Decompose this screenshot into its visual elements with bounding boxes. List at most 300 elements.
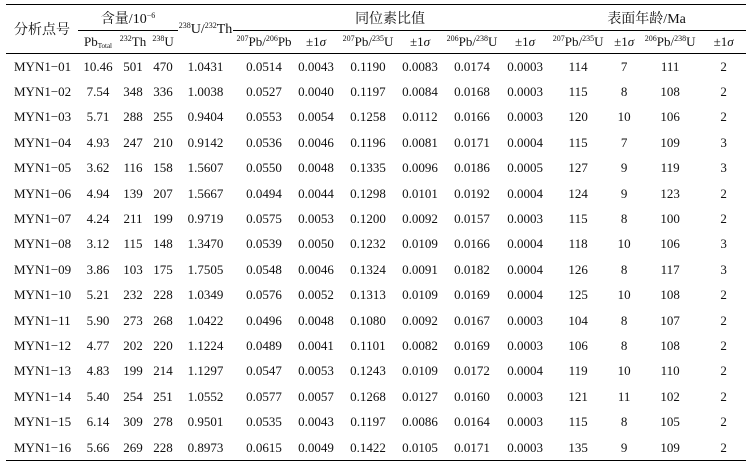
header-pb-total: [78, 31, 118, 54]
data-cell: 0.0494: [246, 185, 282, 201]
th232-sup: 232: [119, 34, 132, 43]
data-cell: 9: [609, 435, 639, 461]
u-th-sup2: 232: [204, 20, 217, 30]
data-cell: 3: [720, 236, 727, 252]
data-cell: 0.1197: [350, 414, 386, 430]
data-cell: 8: [620, 84, 628, 100]
sample-id-cell: MYN1−10: [14, 287, 72, 303]
data-cell: 0.0169: [454, 337, 490, 353]
r1-sup1: 207: [236, 34, 249, 43]
data-cell: 109: [639, 435, 701, 461]
data-cell: 9: [620, 160, 628, 176]
sample-id-cell: MYN1−03: [14, 109, 72, 125]
data-cell: 2: [720, 185, 727, 201]
data-cell: 10: [617, 109, 631, 125]
data-cell: 4.83: [86, 363, 110, 379]
data-cell: 0.0052: [298, 287, 334, 303]
data-cell: 0.0182: [454, 261, 490, 277]
r2-sup2: 235: [372, 34, 384, 43]
data-cell: 0.0004: [507, 134, 543, 150]
r1-mid: Pb/: [248, 34, 266, 49]
data-cell: 0.0005: [507, 160, 543, 176]
data-cell: 211: [123, 211, 143, 227]
sample-id-cell: MYN1−06: [14, 185, 72, 201]
data-cell: 0.1313: [350, 287, 386, 303]
table-row: [6, 257, 746, 282]
data-cell: 0.0514: [246, 58, 282, 74]
data-cell: 103: [123, 261, 143, 277]
data-cell: 5.21: [86, 287, 110, 303]
data-cell: 199: [123, 363, 143, 379]
data-cell: 0.0105: [399, 435, 441, 461]
header-u-th-ratio: [178, 5, 233, 54]
sample-id-cell: MYN1−02: [14, 84, 72, 100]
table-row: [6, 409, 746, 434]
data-cell: 0.0548: [246, 261, 282, 277]
header-row-columns: [6, 31, 746, 54]
r3-end: U: [488, 34, 498, 49]
data-cell: 0.0160: [454, 388, 490, 404]
data-cell: 228: [148, 435, 178, 461]
data-cell: 115: [568, 211, 588, 227]
data-cell: 102: [660, 388, 680, 404]
data-cell: 0.0109: [402, 236, 438, 252]
data-cell: 0.0171: [441, 435, 503, 461]
data-cell: 0.9142: [187, 134, 224, 150]
data-cell: 0.0004: [507, 185, 543, 201]
pm-5: ±1: [713, 34, 728, 49]
data-cell: 0.1232: [350, 236, 386, 252]
data-cell: 0.0083: [402, 58, 438, 74]
data-cell: 0.0547: [246, 363, 282, 379]
data-cell: 0.0041: [298, 337, 334, 353]
data-cell: 0.0096: [402, 160, 438, 176]
data-cell: 0.0086: [402, 414, 438, 430]
header-row-groups: [6, 5, 746, 31]
a1-end: U: [594, 34, 604, 49]
data-cell: 135: [547, 435, 609, 461]
data-cell: 0.1243: [350, 363, 386, 379]
data-cell: 0.0169: [454, 287, 490, 303]
data-cell: 0.0043: [298, 58, 334, 74]
data-cell: 119: [660, 160, 680, 176]
data-cell: 105: [660, 414, 680, 430]
data-cell: 0.0112: [402, 109, 438, 125]
data-cell: 123: [660, 185, 680, 201]
table-row: [6, 384, 746, 409]
data-cell: 1.0431: [187, 58, 224, 74]
data-cell: 2: [720, 287, 727, 303]
data-cell: 108: [660, 337, 680, 353]
data-cell: 2: [720, 211, 727, 227]
data-cell: 10: [617, 236, 631, 252]
data-cell: 0.1197: [350, 84, 386, 100]
data-cell: 0.0049: [295, 435, 337, 461]
sigma-2: σ: [423, 34, 431, 49]
data-cell: 0.1268: [350, 388, 386, 404]
data-cell: 0.0553: [246, 109, 282, 125]
data-cell: 232: [123, 287, 143, 303]
data-cell: 108: [660, 84, 680, 100]
data-cell: 0.0054: [298, 109, 334, 125]
data-cell: 3: [720, 160, 727, 176]
data-cell: 0.0174: [454, 58, 490, 74]
data-cell: 0.0003: [507, 414, 543, 430]
data-cell: 6.14: [86, 414, 110, 430]
header-err-3: [503, 31, 547, 54]
data-cell: 0.1196: [350, 134, 386, 150]
r1-end: Pb: [277, 34, 292, 49]
sample-id-cell: MYN1−04: [14, 134, 72, 150]
data-cell: 254: [123, 388, 143, 404]
table-row: [6, 333, 746, 358]
data-cell: 3: [720, 134, 727, 150]
data-cell: 0.0053: [298, 211, 334, 227]
data-cell: 5.90: [86, 312, 110, 328]
data-cell: 0.0496: [246, 312, 282, 328]
data-cell: 0.0166: [454, 236, 490, 252]
data-cell: 0.9404: [187, 109, 224, 125]
sigma-1: σ: [319, 34, 327, 49]
sample-id-cell: MYN1−12: [14, 337, 72, 353]
header-pb206-u238: [441, 31, 503, 54]
data-cell: 4.94: [86, 185, 110, 201]
data-cell: 0.0109: [402, 287, 438, 303]
pm-1: ±1: [306, 34, 320, 49]
data-cell: 470: [153, 58, 173, 74]
data-cell: 2: [720, 388, 727, 404]
table-row: [6, 130, 746, 155]
data-cell: 2: [720, 109, 727, 125]
header-err-1: [295, 31, 337, 54]
r3-sup1: 206: [446, 34, 459, 43]
data-cell: 202: [123, 337, 143, 353]
data-cell: 119: [568, 363, 588, 379]
data-cell: 0.0004: [507, 363, 543, 379]
data-cell: 117: [660, 261, 680, 277]
data-cell: 501: [123, 58, 143, 74]
data-cell: 0.0157: [454, 211, 490, 227]
data-cell: 115: [123, 236, 143, 252]
data-cell: 104: [568, 312, 588, 328]
data-cell: 210: [153, 134, 173, 150]
data-cell: 106: [660, 109, 680, 125]
data-cell: 0.0053: [298, 363, 334, 379]
data-cell: 309: [123, 414, 143, 430]
data-cell: 0.0101: [402, 185, 438, 201]
pm-3: ±1: [515, 34, 529, 49]
header-age-group: [547, 5, 746, 31]
data-cell: 269: [118, 435, 148, 461]
data-cell: 0.0527: [246, 84, 282, 100]
sample-id-cell: MYN1−11: [14, 312, 71, 328]
header-age-err-1: [609, 31, 639, 54]
header-age-pb207-u235: [547, 31, 609, 54]
data-cell: 2: [720, 363, 727, 379]
data-cell: 114: [568, 58, 588, 74]
data-cell: 0.1101: [350, 337, 386, 353]
data-cell: 0.0575: [246, 211, 282, 227]
data-cell: 106: [660, 236, 680, 252]
data-cell: 0.1200: [350, 211, 386, 227]
data-cell: 2: [720, 414, 727, 430]
r1-sup2: 206: [265, 34, 278, 43]
data-cell: 0.0003: [507, 84, 543, 100]
data-cell: 8: [620, 261, 628, 277]
data-cell: 115: [568, 414, 588, 430]
data-cell: 4.93: [86, 134, 110, 150]
header-u238: [148, 31, 178, 54]
data-cell: 2: [720, 337, 727, 353]
data-cell: 7: [620, 134, 628, 150]
data-cell: 0.0048: [298, 160, 334, 176]
data-cell: 0.0127: [402, 388, 438, 404]
data-cell: 0.0109: [402, 363, 438, 379]
r2-sup1: 207: [342, 34, 355, 43]
data-cell: 1.1224: [187, 337, 224, 353]
a2-mid: Pb/: [656, 34, 675, 49]
data-cell: 158: [153, 160, 173, 176]
data-cell: 251: [153, 388, 173, 404]
data-cell: 3: [720, 261, 727, 277]
data-cell: 336: [153, 84, 173, 100]
data-cell: 0.0084: [402, 84, 438, 100]
header-pb207-u235: [337, 31, 399, 54]
data-cell: 0.0046: [298, 134, 334, 150]
pb-total-label: Pb: [83, 34, 98, 49]
data-cell: 0.0003: [507, 109, 543, 125]
data-cell: 1.0349: [187, 287, 224, 303]
data-cell: 5.71: [86, 109, 110, 125]
r3-sup2: 238: [476, 34, 488, 43]
data-cell: 0.0004: [507, 287, 543, 303]
u-th-mid: U/: [190, 21, 205, 37]
data-cell: 0.0535: [246, 414, 282, 430]
data-cell: 1.0038: [187, 84, 224, 100]
sample-id-cell: MYN1−08: [14, 236, 72, 252]
data-cell: 207: [153, 185, 173, 201]
data-cell: 273: [123, 312, 143, 328]
sample-id-cell: MYN1−15: [14, 414, 72, 430]
data-cell: 0.1335: [350, 160, 386, 176]
data-cell: 7: [620, 58, 628, 74]
sigma-4: σ: [627, 34, 635, 49]
data-cell: 0.0040: [298, 84, 334, 100]
data-cell: 0.0550: [246, 160, 282, 176]
header-pb207-pb206: [233, 31, 295, 54]
data-cell: 115: [568, 134, 588, 150]
data-cell: 0.0615: [233, 435, 295, 461]
data-cell: 0.0003: [507, 337, 543, 353]
data-cell: 0.0004: [507, 236, 543, 252]
table-row: [6, 308, 746, 333]
u238-label: U: [164, 34, 174, 49]
data-cell: 116: [123, 160, 143, 176]
data-cell: 0.9501: [187, 414, 224, 430]
data-cell: 0.0003: [507, 58, 543, 74]
data-cell: 228: [153, 287, 173, 303]
pm-4: ±1: [614, 34, 628, 49]
data-cell: 1.0422: [187, 312, 224, 328]
data-cell: 0.0044: [298, 185, 334, 201]
header-content-label: 含量/10: [100, 11, 147, 27]
a1-sup1: 207: [552, 34, 565, 43]
data-cell: 121: [568, 388, 588, 404]
sample-id-cell: MYN1−16: [6, 435, 78, 461]
table-row: [6, 105, 746, 130]
data-cell: 100: [660, 211, 680, 227]
data-cell: 247: [123, 134, 143, 150]
u-th-end: Th: [216, 21, 233, 37]
data-cell: 0.0576: [246, 287, 282, 303]
data-cell: 0.0186: [454, 160, 490, 176]
data-cell: 1.0552: [187, 388, 224, 404]
data-cell: 126: [568, 261, 588, 277]
a2-end: U: [686, 34, 696, 49]
data-cell: 107: [660, 312, 680, 328]
data-cell: 0.1298: [350, 185, 386, 201]
header-content-group: [78, 5, 178, 31]
data-cell: 7.54: [86, 84, 110, 100]
table-row: [6, 181, 746, 206]
data-cell: 0.0092: [402, 312, 438, 328]
sigma-5: σ: [727, 34, 734, 49]
data-cell: 0.0166: [454, 109, 490, 125]
a1-mid: Pb/: [564, 34, 583, 49]
header-err-2: [399, 31, 441, 54]
r2-end: U: [384, 34, 394, 49]
data-cell: 0.0057: [298, 388, 334, 404]
data-cell: 0.0489: [246, 337, 282, 353]
data-cell: 120: [568, 109, 588, 125]
data-cell: 0.0003: [507, 211, 543, 227]
data-cell: 3.12: [86, 236, 110, 252]
sample-id-cell: MYN1−14: [14, 388, 72, 404]
data-cell: 2: [701, 435, 746, 461]
data-cell: 124: [568, 185, 588, 201]
data-cell: 0.0003: [507, 312, 543, 328]
data-cell: 5.40: [86, 388, 110, 404]
data-cell: 8: [620, 414, 628, 430]
data-cell: 2: [720, 312, 727, 328]
data-cell: 175: [153, 261, 173, 277]
data-cell: 0.0167: [454, 312, 490, 328]
data-cell: 0.1258: [350, 109, 386, 125]
data-cell: 0.1190: [350, 58, 386, 74]
data-cell: 0.0003: [503, 435, 547, 461]
data-cell: 0.0172: [454, 363, 490, 379]
pm-2: ±1: [410, 34, 424, 49]
data-cell: 1.5607: [187, 160, 224, 176]
data-cell: 199: [153, 211, 173, 227]
header-ratio-group: [233, 5, 547, 31]
data-cell: 268: [153, 312, 173, 328]
data-cell: 109: [660, 134, 680, 150]
r3-mid: Pb/: [458, 34, 476, 49]
data-cell: 148: [153, 236, 173, 252]
data-cell: 278: [153, 414, 173, 430]
data-cell: 10.46: [83, 58, 113, 74]
data-cell: 0.0171: [454, 134, 490, 150]
data-cell: 11: [617, 388, 631, 404]
table-row: [6, 232, 746, 257]
data-cell: 255: [153, 109, 173, 125]
data-cell: 0.0536: [246, 134, 282, 150]
table-row: [6, 54, 746, 80]
data-cell: 139: [123, 185, 143, 201]
data-cell: 3.62: [86, 160, 110, 176]
data-cell: 0.9719: [187, 211, 224, 227]
data-cell: 1.5667: [187, 185, 224, 201]
data-cell: 8: [620, 312, 628, 328]
header-sample-label: 分析点号: [14, 23, 70, 38]
data-cell: 0.0003: [507, 388, 543, 404]
data-cell: 115: [568, 84, 588, 100]
header-th232: [118, 31, 148, 54]
data-cell: 0.8973: [178, 435, 233, 461]
data-cell: 0.0092: [402, 211, 438, 227]
data-cell: 0.0168: [454, 84, 490, 100]
data-cell: 4.77: [86, 337, 110, 353]
isotope-data-table: [6, 4, 746, 461]
table-body: [6, 54, 746, 461]
header-content-sup: −6: [146, 10, 156, 20]
table-row: [6, 79, 746, 104]
data-cell: 3.86: [86, 261, 110, 277]
data-cell: 4.24: [86, 211, 110, 227]
data-cell: 9: [620, 185, 628, 201]
a1-sup2: 235: [582, 34, 595, 43]
data-cell: 108: [660, 287, 680, 303]
data-cell: 106: [568, 337, 588, 353]
header-sample: [6, 5, 78, 54]
data-cell: 2: [720, 58, 727, 74]
data-cell: 288: [123, 109, 143, 125]
data-cell: 1.3470: [187, 236, 224, 252]
u-th-sup1: 238: [178, 20, 191, 30]
data-cell: 0.0192: [454, 185, 490, 201]
data-cell: 220: [153, 337, 173, 353]
table-row: [6, 359, 746, 384]
table-row: [6, 156, 746, 181]
data-cell: 125: [568, 287, 588, 303]
r2-mid: Pb/: [354, 34, 372, 49]
data-cell: 1.7505: [187, 261, 224, 277]
data-cell: 127: [568, 160, 588, 176]
data-cell: 0.0577: [246, 388, 282, 404]
header-ratio-label: 同位素比值: [355, 11, 426, 27]
u238-sup: 238: [152, 34, 165, 43]
sample-id-cell: MYN1−07: [14, 211, 72, 227]
sigma-3: σ: [528, 34, 536, 49]
data-cell: 111: [660, 58, 680, 74]
data-cell: 0.0004: [507, 261, 543, 277]
sample-id-cell: MYN1−05: [14, 160, 72, 176]
data-cell: 2: [720, 84, 727, 100]
data-cell: 348: [123, 84, 143, 100]
table-row: [6, 283, 746, 308]
a2-sup2: 238: [674, 34, 687, 43]
data-cell: 0.0043: [298, 414, 334, 430]
table-row: [6, 435, 746, 461]
sample-id-cell: MYN1−01: [14, 58, 72, 74]
data-cell: 0.1422: [337, 435, 399, 461]
sample-id-cell: MYN1−09: [14, 261, 72, 277]
pb-total-sub: Total: [97, 42, 113, 50]
data-cell: 214: [153, 363, 173, 379]
data-cell: 0.0164: [454, 414, 490, 430]
header-age-label: 表面年龄/Ma: [607, 11, 686, 27]
